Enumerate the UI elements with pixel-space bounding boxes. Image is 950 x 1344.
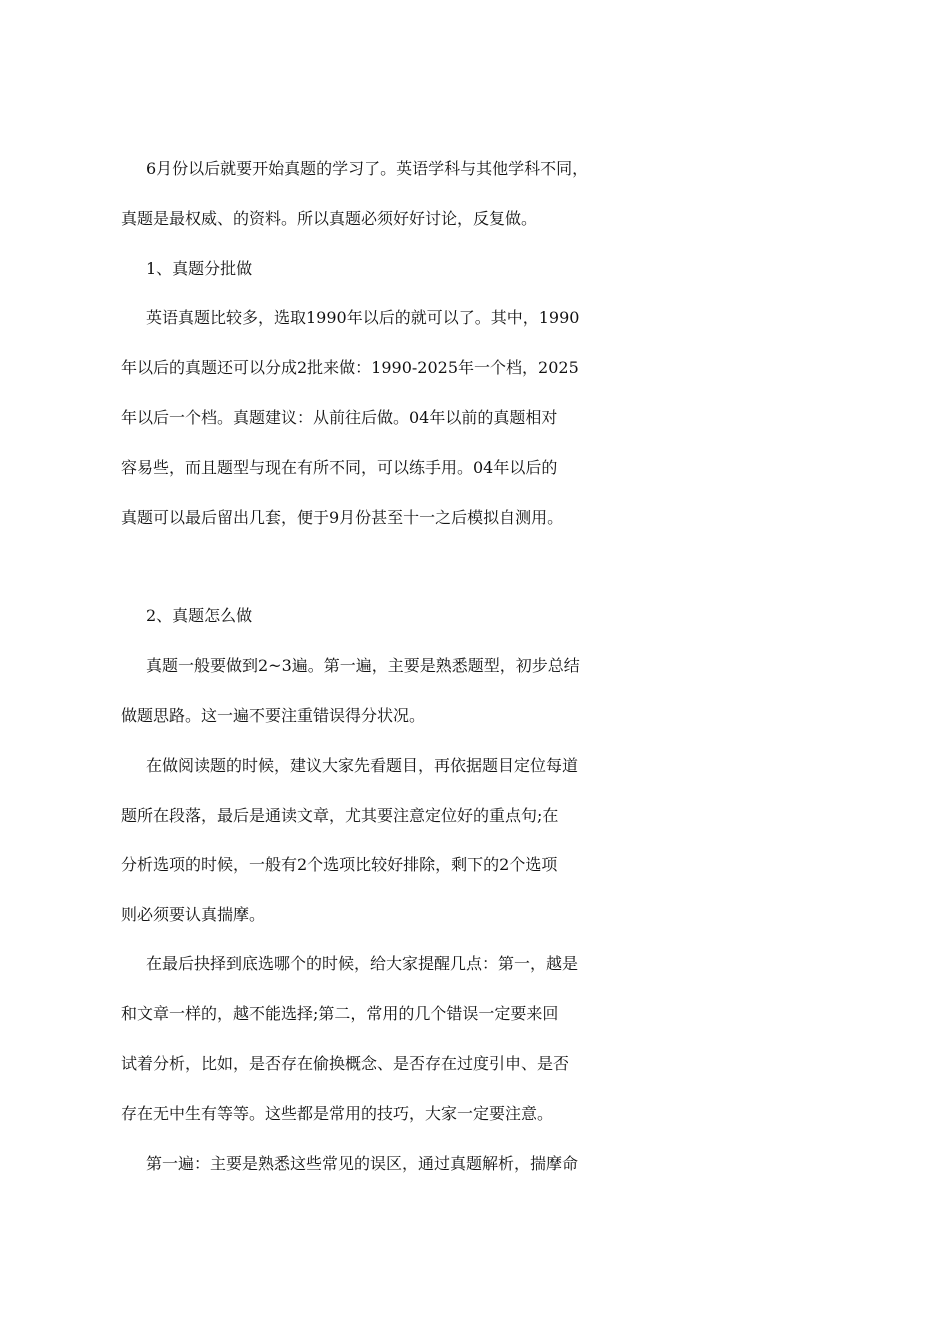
paragraph-line: 在最后抉择到底选哪个的时候，给大家提醒几点：第一，越是 xyxy=(146,954,579,973)
section-heading: 2、真题怎么做 xyxy=(146,606,253,625)
paragraph-line: 在做阅读题的时候，建议大家先看题目，再依据题目定位每道 xyxy=(146,756,579,775)
paragraph-line: 真题可以最后留出几套，便于9月份甚至十一之后模拟自测用。 xyxy=(121,508,564,527)
paragraph-line: 英语真题比较多，选取1990年以后的就可以了。其中，1990 xyxy=(146,308,580,327)
paragraph-line: 真题一般要做到2~3遍。第一遍，主要是熟悉题型，初步总结 xyxy=(146,656,580,675)
section-heading: 1、真题分批做 xyxy=(146,259,253,278)
paragraph-line: 年以后的真题还可以分成2批来做：1990-2025年一个档，2025 xyxy=(121,358,579,377)
paragraph-line: 则必须要认真揣摩。 xyxy=(121,905,266,924)
paragraph-line: 真题是最权威、的资料。所以真题必须好好讨论，反复做。 xyxy=(121,209,538,228)
paragraph-line: 6月份以后就要开始真题的学习了。英语学科与其他学科不同， xyxy=(146,159,589,178)
paragraph-line: 第一遍：主要是熟悉这些常见的误区，通过真题解析，揣摩命 xyxy=(146,1154,579,1173)
paragraph-line: 存在无中生有等等。这些都是常用的技巧，大家一定要注意。 xyxy=(121,1104,554,1123)
paragraph-line: 和文章一样的，越不能选择;第二，常用的几个错误一定要来回 xyxy=(121,1004,559,1023)
paragraph-line: 做题思路。这一遍不要注重错误得分状况。 xyxy=(121,706,426,725)
paragraph-line: 试着分析，比如，是否存在偷换概念、是否存在过度引申、是否 xyxy=(121,1054,570,1073)
paragraph-line: 容易些，而且题型与现在有所不同，可以练手用。04年以后的 xyxy=(121,458,558,477)
paragraph-line: 题所在段落，最后是通读文章，尤其要注意定位好的重点句;在 xyxy=(121,806,559,825)
paragraph-line: 年以后一个档。真题建议：从前往后做。04年以前的真题相对 xyxy=(121,408,558,427)
paragraph-line: 分析选项的时候，一般有2个选项比较好排除，剩下的2个选项 xyxy=(121,855,558,874)
